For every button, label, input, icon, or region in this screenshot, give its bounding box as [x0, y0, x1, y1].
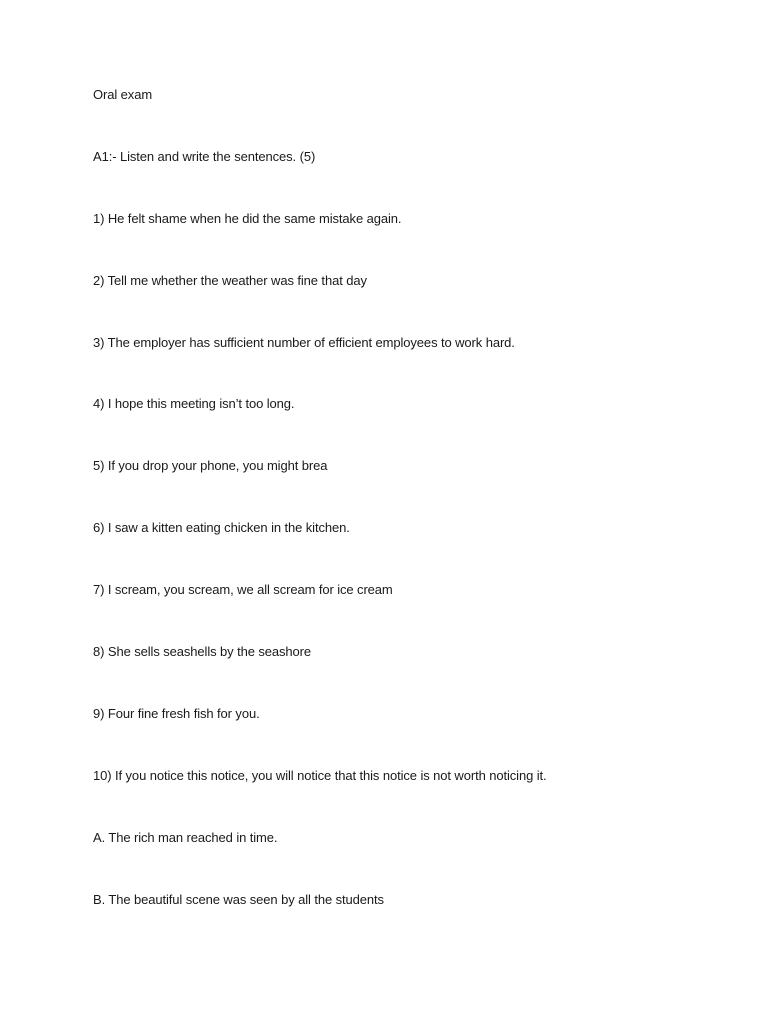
sentence-5: 5) If you drop your phone, you might brea	[93, 458, 328, 474]
sentence-b: B. The beautiful scene was seen by all the students	[93, 891, 384, 907]
sentence-4: 4) I hope this meeting isn’t too long.	[93, 396, 295, 412]
document-body	[93, 86, 713, 952]
sentence-3: 3) The employer has sufficient number of efficient employees to work hard.	[93, 334, 515, 350]
sentence-9: 9) Four fine fresh fish for you.	[93, 705, 260, 721]
document-title: Oral exam	[93, 87, 153, 102]
exercise-instruction: A1:- Listen and write the sentences. (5)	[93, 148, 316, 164]
sentence-7: 7) I scream, you scream, we all scream for ice cream	[93, 582, 393, 598]
sentence-10: 10) If you notice this notice, you will notice that this notice is not worth noticing it.	[93, 767, 547, 783]
sentence-8: 8) She sells seashells by the seashore	[93, 644, 312, 660]
sentence-a: A. The rich man reached in time.	[93, 829, 278, 845]
sentence-2: 2) Tell me whether the weather was fine that day	[93, 272, 367, 288]
sentence-1: 1) He felt shame when he did the same mistake again.	[93, 210, 402, 226]
sentence-6: 6) I saw a kitten eating chicken in the kitchen.	[93, 520, 350, 536]
